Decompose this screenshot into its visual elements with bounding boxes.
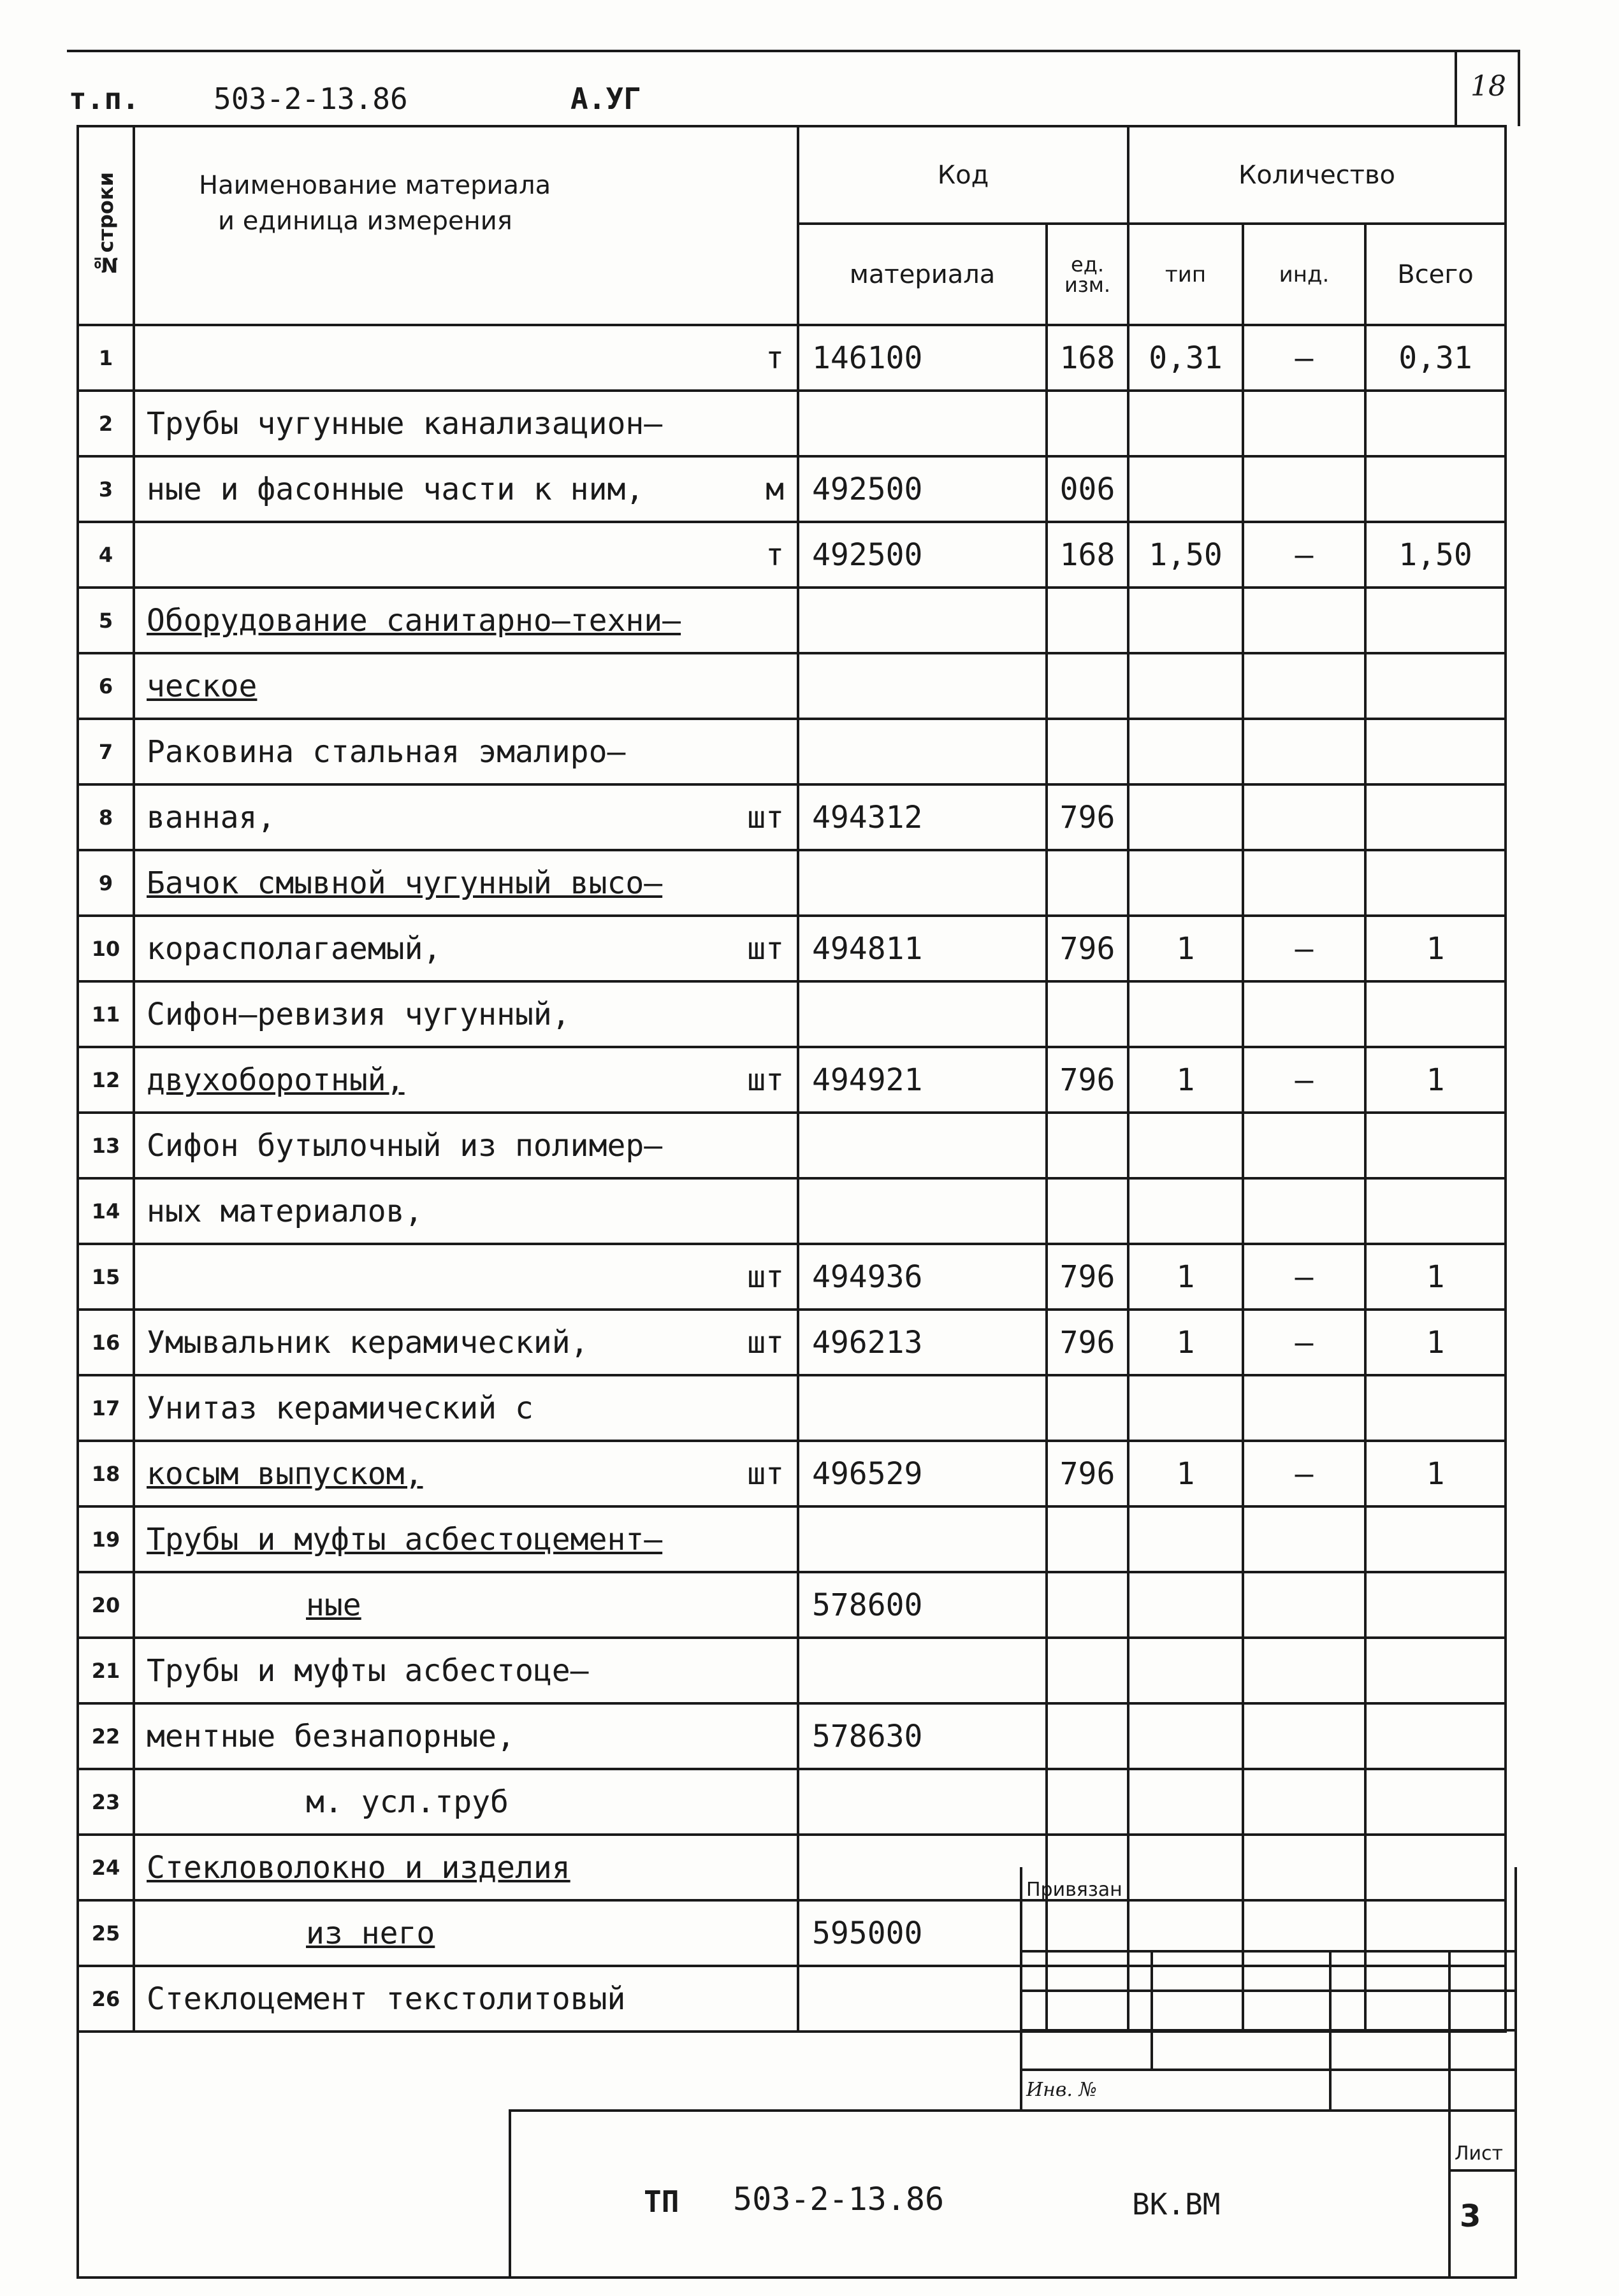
title-stamp-top: [509, 2109, 1517, 2112]
row-number: 18: [78, 1441, 134, 1506]
material-code: [798, 1638, 1047, 1703]
material-name-text: Раковина стальная эмалиро–: [147, 733, 626, 770]
unit-code: 796: [1047, 916, 1128, 981]
qty-total: [1365, 981, 1506, 1047]
row-number: 26: [78, 1966, 134, 2032]
bound-vline-3: [1448, 1950, 1451, 2109]
row-number: 19: [78, 1506, 134, 1572]
page-box-divider: [1455, 50, 1457, 126]
material-unit: шт: [747, 1324, 784, 1361]
material-code: 146100: [798, 325, 1047, 391]
material-code: 492500: [798, 456, 1047, 522]
unit-code: 168: [1047, 522, 1128, 588]
material-name: [134, 1244, 798, 1310]
frame-left-bottom: [76, 1867, 79, 2278]
material-name: [134, 1703, 798, 1769]
qty-total: [1365, 588, 1506, 653]
material-name-text: Умывальник керамический,: [147, 1324, 589, 1361]
material-name: [134, 850, 798, 916]
material-unit: шт: [747, 1062, 784, 1098]
unit-code: [1047, 1703, 1128, 1769]
bound-line-1: [1020, 1950, 1517, 1953]
table-row: [78, 1178, 1506, 1244]
row-number: 14: [78, 1178, 134, 1244]
material-unit: т: [766, 537, 784, 573]
material-name: [134, 1047, 798, 1113]
material-code: [798, 1375, 1047, 1441]
qty-type: 1: [1128, 916, 1243, 981]
material-code: [798, 1835, 1047, 1900]
unit-code: [1047, 850, 1128, 916]
material-name-text: Сифон бутылочный из полимер–: [147, 1127, 663, 1164]
row-number: 21: [78, 1638, 134, 1703]
album-code: А.УГ: [570, 82, 641, 116]
col-name: Наименование материала и единица измерения: [134, 126, 798, 325]
material-name-text: Трубы и муфты асбестоцемент–: [147, 1521, 663, 1557]
qty-type: [1128, 391, 1243, 456]
bound-line-3: [1020, 2029, 1517, 2032]
material-name: [134, 784, 798, 850]
row-number: 23: [78, 1769, 134, 1835]
material-name-text: ные: [306, 1587, 361, 1623]
qty-ind: [1243, 1835, 1365, 1900]
material-code: [798, 653, 1047, 719]
material-unit: м: [766, 471, 784, 507]
material-code: [798, 1769, 1047, 1835]
material-code: 494921: [798, 1047, 1047, 1113]
material-code: [798, 391, 1047, 456]
table-row: [78, 1966, 1506, 2032]
unit-code: [1047, 1966, 1128, 2032]
table-row: [78, 1047, 1506, 1113]
qty-ind: [1243, 653, 1365, 719]
row-number: 25: [78, 1900, 134, 1966]
material-code: [798, 1506, 1047, 1572]
material-code: 578600: [798, 1572, 1047, 1638]
qty-type: 1: [1128, 1047, 1243, 1113]
qty-ind: [1243, 784, 1365, 850]
qty-ind: [1243, 1769, 1365, 1835]
material-name: [134, 1310, 798, 1375]
qty-ind: –: [1243, 325, 1365, 391]
qty-total: 1,50: [1365, 522, 1506, 588]
row-number: 3: [78, 456, 134, 522]
material-unit: т: [766, 340, 784, 376]
qty-total: [1365, 1769, 1506, 1835]
qty-total: [1365, 1113, 1506, 1178]
material-name-text: Стеклоцемент текстолитовый: [147, 1981, 626, 2017]
row-number: 5: [78, 588, 134, 653]
qty-type: 0,31: [1128, 325, 1243, 391]
row-number: 1: [78, 325, 134, 391]
qty-total: [1365, 1178, 1506, 1244]
qty-ind: [1243, 981, 1365, 1047]
material-name-text: Бачок смывной чугунный высо–: [147, 865, 663, 901]
material-name-text: Трубы и муфты асбестоце–: [147, 1652, 589, 1689]
material-name-text: Сифон–ревизия чугунный,: [147, 996, 570, 1032]
material-name-text: ных материалов,: [147, 1193, 423, 1229]
row-number: 16: [78, 1310, 134, 1375]
unit-code: [1047, 1506, 1128, 1572]
material-code: 492500: [798, 522, 1047, 588]
qty-total: 1: [1365, 1244, 1506, 1310]
material-name-text: ческое: [147, 668, 258, 704]
qty-type: [1128, 719, 1243, 784]
unit-code: [1047, 1638, 1128, 1703]
unit-code: [1047, 653, 1128, 719]
table-row: [78, 1900, 1506, 1966]
material-name: [134, 1900, 798, 1966]
material-unit: шт: [747, 799, 784, 835]
qty-total: 1: [1365, 1047, 1506, 1113]
materials-table: [76, 125, 1507, 2033]
sheet-line: [1448, 2169, 1517, 2172]
title-code-suffix: ВК.ВМ: [1132, 2187, 1221, 2221]
qty-ind: [1243, 1375, 1365, 1441]
page-box-right: [1518, 50, 1520, 126]
qty-type: [1128, 1900, 1243, 1966]
material-name: [134, 653, 798, 719]
col-qty-total: Всего: [1365, 224, 1506, 325]
material-unit: шт: [747, 1455, 784, 1492]
material-name: [134, 1638, 798, 1703]
table-row: [78, 325, 1506, 391]
qty-type: [1128, 850, 1243, 916]
qty-total: [1365, 391, 1506, 456]
bound-line-4: [1020, 2069, 1517, 2071]
frame-right-bottom: [1514, 1867, 1517, 2279]
material-name-text: косым выпуском,: [147, 1455, 423, 1492]
frame-bottom: [76, 2276, 1517, 2279]
qty-ind: [1243, 1113, 1365, 1178]
material-code: [798, 588, 1047, 653]
qty-type: 1: [1128, 1310, 1243, 1375]
material-name-text: м. усл.труб: [306, 1784, 509, 1820]
row-number: 11: [78, 981, 134, 1047]
unit-code: [1047, 1178, 1128, 1244]
table-row: [78, 1638, 1506, 1703]
qty-ind: [1243, 1703, 1365, 1769]
qty-total: [1365, 1375, 1506, 1441]
row-number: 24: [78, 1835, 134, 1900]
qty-ind: [1243, 456, 1365, 522]
material-name: [134, 719, 798, 784]
material-code: 496213: [798, 1310, 1047, 1375]
material-name: [134, 391, 798, 456]
qty-total: [1365, 653, 1506, 719]
material-code: [798, 719, 1047, 784]
qty-ind: [1243, 719, 1365, 784]
col-row-number: №строки: [78, 126, 134, 325]
table-row: [78, 1769, 1506, 1835]
sheet-number: 3: [1460, 2199, 1481, 2234]
material-name-text: Оборудование санитарно–техни–: [147, 602, 681, 639]
row-number: 10: [78, 916, 134, 981]
qty-total: [1365, 1506, 1506, 1572]
unit-code: 006: [1047, 456, 1128, 522]
table-row: [78, 588, 1506, 653]
table-row: [78, 784, 1506, 850]
row-number: 2: [78, 391, 134, 456]
unit-code: [1047, 1572, 1128, 1638]
material-name-text: Стекловолокно и изделия: [147, 1849, 570, 1886]
row-number: 12: [78, 1047, 134, 1113]
qty-ind: [1243, 1966, 1365, 2032]
material-name: [134, 1572, 798, 1638]
row-number: 4: [78, 522, 134, 588]
qty-type: [1128, 1375, 1243, 1441]
col-qty-ind: инд.: [1243, 224, 1365, 325]
unit-code: 168: [1047, 325, 1128, 391]
material-name: [134, 916, 798, 981]
material-name: [134, 325, 798, 391]
material-code: [798, 1178, 1047, 1244]
frame-top: [67, 50, 1520, 52]
material-name: [134, 1113, 798, 1178]
qty-type: [1128, 588, 1243, 653]
qty-type: 1: [1128, 1244, 1243, 1310]
qty-total: [1365, 1966, 1506, 2032]
qty-type: [1128, 1835, 1243, 1900]
material-code: 494811: [798, 916, 1047, 981]
row-number: 15: [78, 1244, 134, 1310]
qty-type: [1128, 981, 1243, 1047]
qty-ind: [1243, 588, 1365, 653]
qty-total: 1: [1365, 1441, 1506, 1506]
material-name-text: ванная,: [147, 799, 276, 835]
material-name-text: Трубы чугунные канализацион–: [147, 405, 663, 442]
qty-type: [1128, 1572, 1243, 1638]
sheet-divider: [1448, 2109, 1451, 2279]
qty-ind: –: [1243, 1310, 1365, 1375]
table-row: [78, 850, 1506, 916]
material-name: [134, 1506, 798, 1572]
material-code: [798, 850, 1047, 916]
doc-prefix: т.п.: [69, 82, 140, 116]
qty-total: [1365, 1638, 1506, 1703]
unit-code: 796: [1047, 1047, 1128, 1113]
material-name: [134, 1375, 798, 1441]
table-row: [78, 1441, 1506, 1506]
page-number: 18: [1470, 70, 1506, 103]
col-code-unit: ед. изм.: [1047, 224, 1128, 325]
unit-code: 796: [1047, 1310, 1128, 1375]
unit-code: [1047, 588, 1128, 653]
row-number: 7: [78, 719, 134, 784]
bound-vline-1: [1151, 1950, 1153, 2071]
title-stamp-left: [509, 2109, 511, 2279]
material-code: 494936: [798, 1244, 1047, 1310]
material-name: [134, 1769, 798, 1835]
material-name-text: ные и фасонные части к ним,: [147, 471, 644, 507]
qty-total: 1: [1365, 916, 1506, 981]
qty-total: 1: [1365, 1310, 1506, 1375]
qty-type: [1128, 784, 1243, 850]
qty-type: [1128, 1638, 1243, 1703]
qty-type: 1: [1128, 1441, 1243, 1506]
row-number: 20: [78, 1572, 134, 1638]
row-number: 17: [78, 1375, 134, 1441]
material-name: [134, 588, 798, 653]
material-code: [798, 1113, 1047, 1178]
material-code: 496529: [798, 1441, 1047, 1506]
table-row: [78, 1375, 1506, 1441]
qty-type: [1128, 1178, 1243, 1244]
row-number: 6: [78, 653, 134, 719]
qty-ind: [1243, 1900, 1365, 1966]
table-row: [78, 653, 1506, 719]
table-row: [78, 1572, 1506, 1638]
qty-ind: [1243, 1638, 1365, 1703]
col-code: Код: [798, 126, 1128, 224]
table-row: [78, 916, 1506, 981]
material-name: [134, 1835, 798, 1900]
unit-code: [1047, 719, 1128, 784]
qty-ind: [1243, 850, 1365, 916]
qty-ind: –: [1243, 1047, 1365, 1113]
qty-total: [1365, 1572, 1506, 1638]
unit-code: [1047, 391, 1128, 456]
unit-code: 796: [1047, 1244, 1128, 1310]
row-number: 8: [78, 784, 134, 850]
col-qty-type: тип: [1128, 224, 1243, 325]
material-name-text: двухоборотный,: [147, 1062, 405, 1098]
unit-code: [1047, 1900, 1128, 1966]
bound-label: Привязан: [1026, 1879, 1122, 1901]
inv-label: Инв. №: [1026, 2079, 1097, 2101]
unit-code: [1047, 1113, 1128, 1178]
material-name: [134, 1966, 798, 2032]
material-code: [798, 1966, 1047, 2032]
material-code: [798, 981, 1047, 1047]
material-name: [134, 981, 798, 1047]
material-unit: шт: [747, 930, 784, 967]
table-row: [78, 1506, 1506, 1572]
qty-ind: [1243, 1506, 1365, 1572]
unit-code: 796: [1047, 1441, 1128, 1506]
qty-type: [1128, 653, 1243, 719]
qty-ind: [1243, 391, 1365, 456]
material-name: [134, 1178, 798, 1244]
doc-number: 503-2-13.86: [214, 82, 408, 116]
row-number: 9: [78, 850, 134, 916]
qty-type: [1128, 1769, 1243, 1835]
qty-total: [1365, 1703, 1506, 1769]
unit-code: [1047, 1769, 1128, 1835]
qty-total: [1365, 850, 1506, 916]
qty-type: 1,50: [1128, 522, 1243, 588]
material-name-text: из него: [306, 1915, 435, 1951]
qty-type: [1128, 456, 1243, 522]
material-code: 578630: [798, 1703, 1047, 1769]
material-name: [134, 522, 798, 588]
material-name: [134, 1441, 798, 1506]
bound-vline-2: [1329, 1950, 1332, 2109]
table-row: [78, 1835, 1506, 1900]
qty-total: [1365, 1835, 1506, 1900]
qty-total: [1365, 1900, 1506, 1966]
table-row: [78, 456, 1506, 522]
qty-total: 0,31: [1365, 325, 1506, 391]
qty-type: [1128, 1506, 1243, 1572]
table-row: [78, 719, 1506, 784]
material-name: [134, 456, 798, 522]
qty-type: [1128, 1703, 1243, 1769]
qty-ind: [1243, 1572, 1365, 1638]
material-code: 494312: [798, 784, 1047, 850]
title-code-number: 503-2-13.86: [733, 2181, 945, 2218]
unit-code: [1047, 1375, 1128, 1441]
qty-ind: –: [1243, 522, 1365, 588]
row-number: 22: [78, 1703, 134, 1769]
qty-total: [1365, 456, 1506, 522]
material-name-text: ментные безнапорные,: [147, 1718, 515, 1754]
table-row: [78, 1113, 1506, 1178]
qty-type: [1128, 1113, 1243, 1178]
table-row: [78, 522, 1506, 588]
qty-ind: –: [1243, 1441, 1365, 1506]
material-code: 595000: [798, 1900, 1047, 1966]
qty-total: [1365, 719, 1506, 784]
table-row: [78, 1244, 1506, 1310]
table-row: [78, 391, 1506, 456]
row-number: 13: [78, 1113, 134, 1178]
qty-total: [1365, 784, 1506, 850]
unit-code: [1047, 981, 1128, 1047]
unit-code: 796: [1047, 784, 1128, 850]
table-row: [78, 1703, 1506, 1769]
col-code-material: материала: [798, 224, 1047, 325]
material-name-text: Унитаз керамический с: [147, 1390, 534, 1426]
table-row: [78, 981, 1506, 1047]
qty-ind: [1243, 1178, 1365, 1244]
qty-ind: –: [1243, 916, 1365, 981]
table-row: [78, 1310, 1506, 1375]
material-unit: шт: [747, 1259, 784, 1295]
qty-ind: –: [1243, 1244, 1365, 1310]
qty-type: [1128, 1966, 1243, 2032]
title-code-prefix: ТП: [644, 2184, 679, 2219]
col-quantity: Количество: [1128, 126, 1506, 224]
material-name-text: корасполагаемый,: [147, 930, 442, 967]
bound-line-2: [1020, 1989, 1517, 1992]
sheet-label: Лист: [1455, 2142, 1504, 2165]
